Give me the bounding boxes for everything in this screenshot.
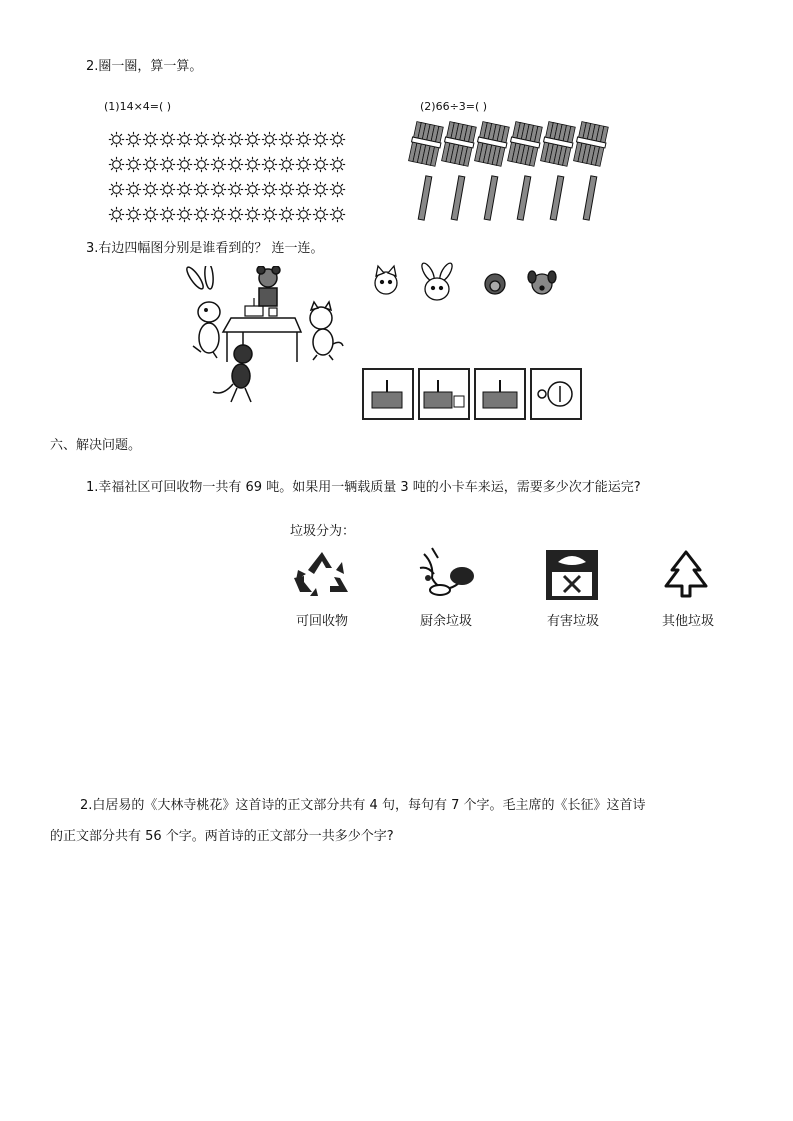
sort-title: 垃圾分为： [290,524,356,539]
sun-icon [125,206,142,223]
single-stick-icon [451,176,465,220]
sun-icon [227,156,244,173]
sun-icon [312,156,329,173]
sun-icon [193,181,210,198]
single-stick-icon [517,176,531,220]
sun-icon [312,181,329,198]
single-stick-icon [484,176,498,220]
sun-icon [295,206,312,223]
section-6-title: 六、解决问题。 [50,438,142,453]
observer-row [370,262,560,304]
stick-bundle-icon [540,121,577,166]
sun-icon [142,131,159,148]
sun-icon [210,181,227,198]
stick-bundle-icon [408,121,444,166]
sun-row [108,202,346,227]
cake-view-1 [363,369,413,419]
dog-figure [257,266,280,306]
sun-icon [244,181,261,198]
other-waste-icon [662,548,710,600]
sun-icon [329,156,346,173]
sun-icon [108,181,125,198]
stick-bundle-icon [573,121,610,166]
sun-icon [295,181,312,198]
dog-icon [528,271,556,294]
sun-icon [108,156,125,173]
q3-title: 3.右边四幅图分别是谁看到的？ 连一连。 [86,241,324,256]
sun-icon [227,206,244,223]
sun-icon [261,206,278,223]
sun-icon [159,131,176,148]
sun-icon [295,131,312,148]
sun-icon [193,206,210,223]
hazardous-waste-icon [544,548,600,602]
sun-icon [108,206,125,223]
sun-icon [210,206,227,223]
sun-icon [159,181,176,198]
sun-icon [176,206,193,223]
sun-icon [142,156,159,173]
category-label-other: 其他垃圾 [661,614,714,629]
cake-view-2 [419,369,469,419]
bundle-illustration [408,120,618,225]
sun-icon [278,131,295,148]
sun-icon [278,156,295,173]
sun-icon [142,206,159,223]
sun-icon [210,131,227,148]
stick-bundle-icon [441,121,478,166]
sun-icon [125,181,142,198]
problem-2-line-2: 的正文部分共有 56 个字。两首诗的正文部分一共多少个字? [50,829,394,844]
sun-icon [329,181,346,198]
cat-figure [310,302,343,360]
q2-part1-equation: (1)14×4=( ) [104,100,172,113]
sun-row [108,152,346,177]
single-stick-icon [418,176,432,220]
sun-icon [244,206,261,223]
sun-icon [227,131,244,148]
view-row [362,368,584,420]
single-stick-icon [583,176,597,220]
sun-grid [108,127,346,227]
food-waste-icon [414,544,480,600]
category-label-recyclable: 可回收物 [295,614,348,629]
problem-2-line-1: 2.白居易的《大林寺桃花》这首诗的正文部分共有 4 句，每句有 7 个字。毛主席的《长征》这首诗 [80,798,646,813]
table-scene [183,266,348,408]
sun-icon [176,131,193,148]
sun-icon [261,131,278,148]
rabbit-icon [420,262,455,300]
monkey-figure [213,345,252,402]
sun-icon [261,181,278,198]
stick-bundle-icon [507,121,544,166]
sun-row [108,177,346,202]
sun-icon [159,156,176,173]
q2-part2-equation: (2)66÷3=( ) [420,100,488,113]
sun-icon [244,156,261,173]
sun-icon [244,131,261,148]
sun-icon [312,131,329,148]
q2-title: 2.圈一圈，算一算。 [86,59,203,74]
sun-icon [193,131,210,148]
sun-icon [312,206,329,223]
monkey-icon [485,274,505,294]
rabbit-figure [184,266,220,358]
recycle-icon [292,548,352,600]
sun-icon [176,181,193,198]
sun-icon [329,206,346,223]
sun-row [108,127,346,152]
problem-1-text: 1.幸福社区可回收物一共有 69 吨。如果用一辆载质量 3 吨的小卡车来运，需要多少次才能运完? [86,480,641,495]
sun-icon [261,156,278,173]
sun-icon [278,206,295,223]
stick-bundle-icon [474,121,511,166]
sun-icon [108,131,125,148]
sun-icon [278,181,295,198]
sun-icon [125,131,142,148]
category-label-food-waste: 厨余垃圾 [419,614,472,629]
sun-icon [159,206,176,223]
stick-bundles [408,120,618,225]
sun-icon [176,156,193,173]
category-label-hazardous: 有害垃圾 [546,614,599,629]
cake-view-3 [475,369,525,419]
sun-icon [142,181,159,198]
cup-top-view [531,369,581,419]
sun-icon [193,156,210,173]
single-stick-icon [550,176,564,220]
sun-icon [125,156,142,173]
sun-icon [210,156,227,173]
sun-icon [227,181,244,198]
cat-icon [375,266,397,294]
sun-icon [295,156,312,173]
sun-icon [329,131,346,148]
